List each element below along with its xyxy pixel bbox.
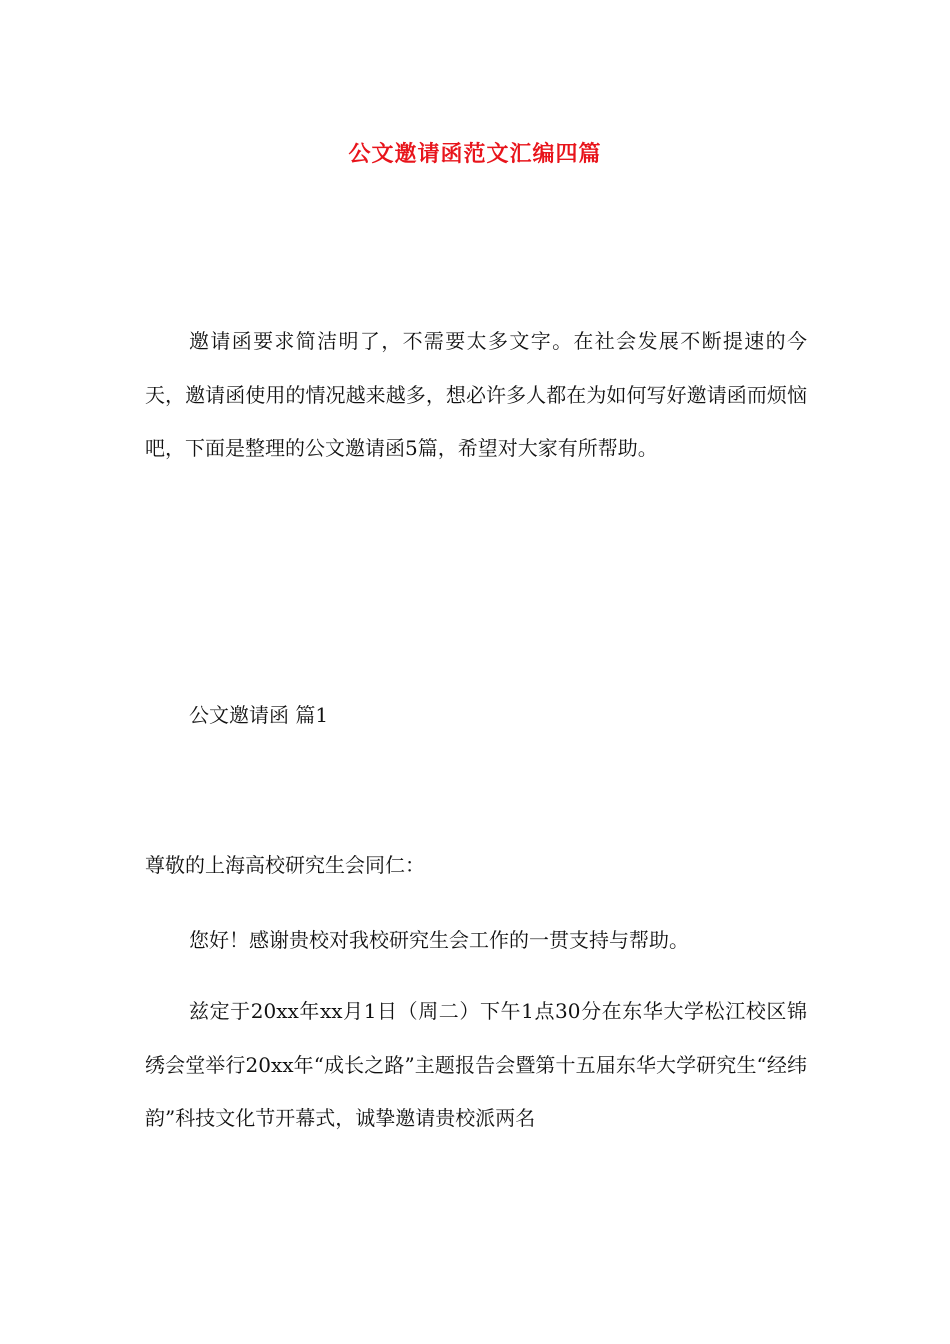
- salutation: 尊敬的上海高校研究生会同仁：: [145, 853, 425, 877]
- section-heading: 公文邀请函 篇1: [189, 703, 329, 727]
- body-paragraph: 兹定于20xx年xx月1日（周二）下午1点30分在东华大学松江校区锦绣会堂举行20xx年“成长之路”主题报告会暨第十五届东华大学研究生“经纬韵”科技文化节开幕式，诚挚邀请贵校派两名: [145, 999, 807, 1131]
- greeting-paragraph: 您好！感谢贵校对我校研究生会工作的一贯支持与帮助。: [189, 928, 689, 952]
- document-title: 公文邀请函范文汇编四篇: [348, 141, 602, 167]
- intro-paragraph: 邀请函要求简洁明了，不需要太多文字。在社会发展不断提速的今天，邀请函使用的情况越来越多，想必许多人都在为如何写好邀请函而烦恼吧，下面是整理的公文邀请函5篇，希望对大家有所帮助。: [145, 329, 807, 461]
